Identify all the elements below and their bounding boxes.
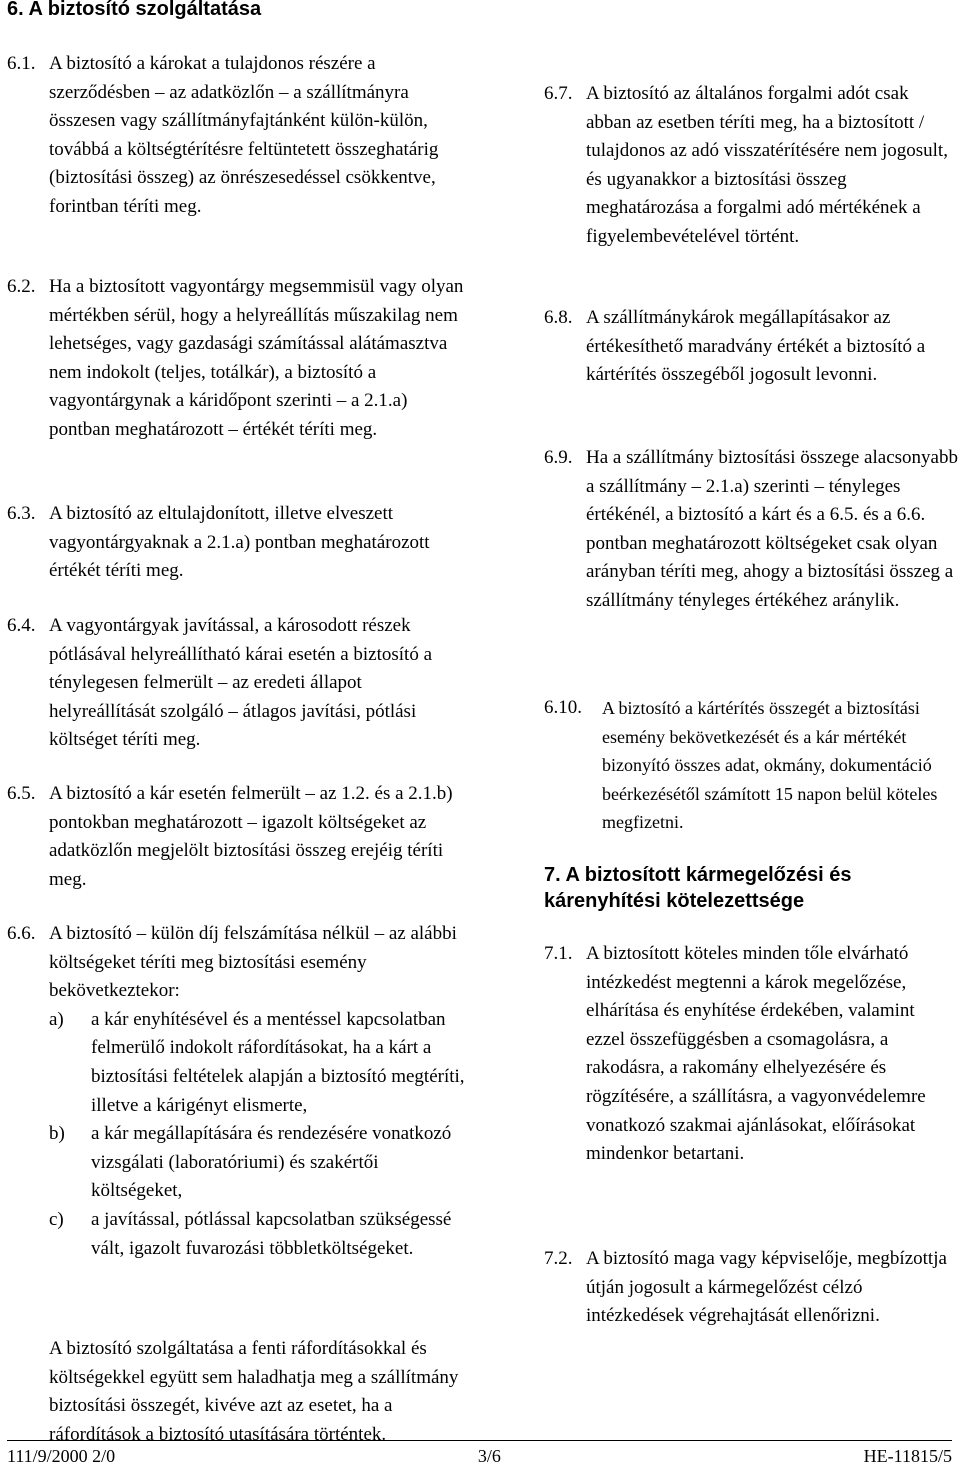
clause-6-3 bbox=[7, 500, 472, 586]
clause-text: A vagyontárgyak javítással, a károsodott részek pótlásával helyreállítható kárai esetén a biztosító a ténylegesen felmerült – az eredeti állapot helyreállítását szolgáló – átlagos javítási, pótlási költséget téríti meg. bbox=[49, 615, 433, 751]
clause-6-1 bbox=[7, 50, 472, 222]
clause-6-10 bbox=[544, 694, 958, 837]
document-code: 111/9/2000 2/0 bbox=[7, 1446, 116, 1466]
clause-text: A biztosító az eltulajdonított, illetve elveszett vagyontárgyaknak a 2.1.a) pontban meghatározott értékét téríti meg. bbox=[49, 503, 430, 582]
list-item bbox=[49, 1120, 472, 1206]
clause-text: A biztosító maga vagy képviselője, megbízottja útján jogosult a kármegelőzést célzó intézkedések végrehajtását ellenőrizni. bbox=[586, 1248, 947, 1327]
clause-number: 6.6. bbox=[7, 923, 36, 944]
clause-6-2 bbox=[7, 273, 472, 445]
page-footer bbox=[7, 1440, 952, 1467]
list-item-text: a javítással, pótlással kapcsolatban szükségessé vált, igazolt fuvarozási többletköltségeket. bbox=[91, 1208, 452, 1259]
clause-number: 6.3. bbox=[7, 503, 36, 524]
product-code: HE-11815/5 bbox=[863, 1446, 952, 1466]
clause-text: A biztosító – külön díj felszámítása nélkül – az alábbi költségeket téríti meg biztosítási esemény bekövetkeztekor: bbox=[49, 923, 457, 1002]
list-item bbox=[49, 1006, 472, 1120]
clause-number: 6.10. bbox=[544, 697, 582, 718]
clause-text: A biztosító a kártérítés összegét a biztosítási esemény bekövetkezését és a kár mértékét bizonyító összes adat, okmány, dokumentáció beérkezésétől számított 15 napon belül köteles megfizetni. bbox=[602, 698, 938, 833]
clause-number: 6.1. bbox=[7, 53, 36, 74]
section-heading-6: 6. A biztosító szolgáltatása bbox=[7, 0, 262, 20]
list-item-text: a kár megállapítására és rendezésére vonatkozó vizsgálati (laboratóriumi) és szakértői költségeket, bbox=[91, 1123, 452, 1202]
list-item-letter: b) bbox=[49, 1123, 65, 1145]
clause-number: 6.7. bbox=[544, 83, 573, 104]
list-item-text: a kár enyhítésével és a mentéssel kapcsolatban felmerülő indokolt ráfordításokat, ha a kárt a biztosítási feltételek alapján a biztosító megtéríti, illetve a kárigényt elismerte, bbox=[91, 1008, 465, 1116]
page-number: 3/6 bbox=[477, 1446, 501, 1466]
clause-text: Ha a biztosított vagyontárgy megsemmisül vagy olyan mértékben sérül, hogy a helyreállítás műszakilag nem lehetséges, vagy gazdasági számítással alátámasztva nem indokolt (teljes, totálkár), a biztosító a vagyontárgynak a káridőpont szerinti – a 2.1.a) pontban meghatározott – értékét téríti meg. bbox=[49, 276, 464, 440]
clause-6-7 bbox=[544, 80, 958, 252]
clause-6-6 bbox=[7, 920, 472, 1263]
clause-number: 6.8. bbox=[544, 307, 573, 328]
clause-6-8 bbox=[544, 304, 958, 390]
clause-number: 6.5. bbox=[7, 783, 36, 804]
clause-text: Ha a szállítmány biztosítási összege alacsonyabb a szállítmány – 2.1.a) szerinti – tényleges értékénél, a biztosító a kárt és a 6.5. és a 6.6. pontban meghatározott költségeket csak olyan arányban téríti meg, ahogy a biztosítási összeg a szállítmány tényleges értékéhez aránylik. bbox=[586, 447, 958, 611]
clause-text: A biztosító a károkat a tulajdonos részére a szerződésben – az adatközlőn – a szállítmányra összesen vagy szállítmányfajtánként külön-külön, továbbá a költségtérítésre feltüntetett összeghatárig (biztosítási összeg) az önrészesedéssel csökkentve, forintban téríti meg. bbox=[49, 53, 439, 217]
clause-6-9 bbox=[544, 444, 958, 616]
clause-6-4 bbox=[7, 612, 472, 755]
clause-number: 6.4. bbox=[7, 615, 36, 636]
clause-text: A biztosító az általános forgalmi adót csak abban az esetben téríti meg, ha a biztosított / tulajdonos az adó visszatérítésére nem jogosult, és ugyanakkor a biztosítási összeg meghatározása a forgalmi adó mértékének a figyelembevételével történt. bbox=[586, 83, 948, 247]
clause-number: 7.2. bbox=[544, 1248, 573, 1269]
list-item-letter: a) bbox=[49, 1008, 64, 1030]
section-heading-7: 7. A biztosított kármegelőzési és kárenyhítési kötelezettsége bbox=[544, 864, 852, 912]
clause-text: A biztosító a kár esetén felmerült – az 1.2. és a 2.1.b) pontokban meghatározott – igazolt költségeket az adatközlőn megjelölt biztosítási összeg erejéig téríti meg. bbox=[49, 783, 453, 890]
clause-number: 6.9. bbox=[544, 447, 573, 468]
clause-number: 6.2. bbox=[7, 276, 36, 297]
clause-7-2 bbox=[544, 1245, 958, 1331]
closing-paragraph: A biztosító szolgáltatása a fenti ráfordításokkal és költségekkel együtt sem haladhatja meg a szállítmány biztosítási összegét, kivéve azt az esetet, ha a ráfordítások a biztosító utasítására történtek. bbox=[49, 1338, 459, 1445]
clause-text: A biztosított köteles minden tőle elvárható intézkedést megtenni a károk megelőzése, elhárítása és enyhítése érdekében, valamint ezzel összefüggésben a csomagolásra, a rakodásra, a rakomány elhelyezésére és rögzítésére, a szállításra, a vagyonvédelemre vonatkozó szakmai ajánlásokat, előírásokat mindenkor betartani. bbox=[586, 943, 926, 1165]
list-item bbox=[49, 1206, 472, 1263]
clause-6-5 bbox=[7, 780, 472, 894]
list-item-letter: c) bbox=[49, 1208, 64, 1230]
clause-7-1 bbox=[544, 940, 958, 1169]
clause-number: 7.1. bbox=[544, 943, 573, 964]
clause-text: A szállítmánykárok megállapításakor az értékesíthető maradvány értékét a biztosító a kártérítés összegéből jogosult levonni. bbox=[586, 307, 926, 386]
